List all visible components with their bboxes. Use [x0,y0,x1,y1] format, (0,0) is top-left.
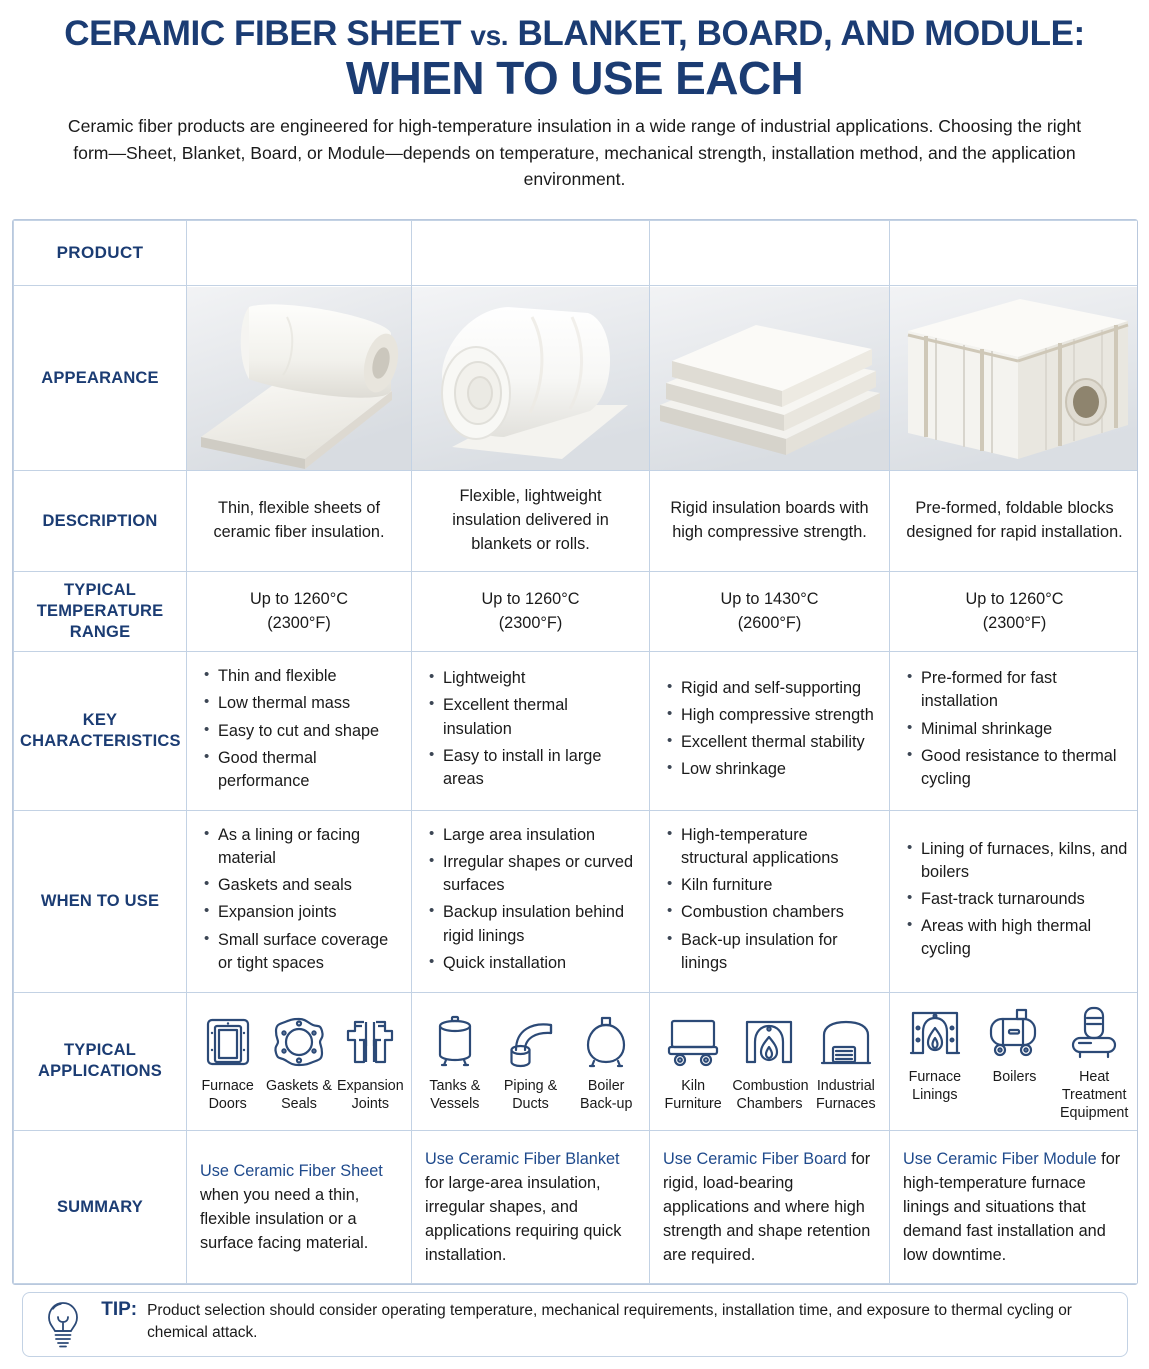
application-item [264,1012,333,1113]
temperature-blanket [412,572,650,652]
bullet-list [666,824,879,975]
application-item [896,1003,974,1104]
application-label: Heat Treatment Equipment [1060,1068,1129,1121]
summary-module [890,1130,1139,1284]
characteristics-sheet [187,652,412,811]
column-header-product: PRODUCT [14,221,187,286]
tip-label: TIP: [101,1299,138,1320]
furnace-door-icon [193,1012,262,1072]
summary-rest: when you need a thin, flexible insulation or a surface facing material. [200,1186,369,1253]
bullet-item: • Back-up insulation for linings [666,929,879,975]
row-label-line3: RANGE [69,623,131,642]
temperature-board [650,572,890,652]
appearance-cell-sheet [187,286,412,471]
column-header-board [650,221,890,286]
bullet-item: • Good resistance to thermal cycling [906,745,1129,791]
gasket-flange-icon [264,1012,333,1072]
comparison-table-container [12,219,1138,1285]
ceramic-fiber-sheet-photo [187,287,411,470]
bullet-list [428,824,639,975]
temperature-module [890,572,1139,652]
bullet-item: • Minimal shrinkage [906,718,1129,741]
tip-box [22,1292,1128,1357]
col-head-line2: BLANKET [488,254,573,274]
temp-celsius: Up to 1260°C [965,589,1064,608]
bullet-item: • Easy to cut and shape [203,720,401,743]
combustion-chamber-flame-icon [732,1012,806,1072]
application-label: Furnace Doors [201,1077,254,1112]
application-item [494,1012,568,1113]
application-label: Boiler Back-up [579,1077,633,1112]
ceramic-fiber-board-stack-photo [650,287,889,470]
application-label: Industrial Furnaces [816,1077,876,1112]
bullet-list [666,677,879,782]
tip-text: Product selection should consider operating temperature, mechanical requirements, installation time, and exposure to thermal cycling or chemical attack. [147,1302,1072,1341]
comparison-table [13,220,1138,1284]
col-head-line1: CERAMIC FIBER [229,233,369,252]
description-module: Pre-formed, foldable blocks designed for rapid installation. [890,471,1139,572]
ceramic-fiber-blanket-roll-photo [412,287,649,470]
bullet-item: • Large area insulation [428,824,639,847]
appearance-cell-blanket [412,286,650,471]
application-label: Expansion Joints [336,1077,404,1112]
pipe-duct-elbow-icon [494,1012,568,1072]
appearance-cell-module [890,286,1139,471]
col-head-line2: MODULE [976,254,1053,274]
summary-blanket [412,1130,650,1284]
bullet-item: • Gaskets and seals [203,874,401,897]
when-to-use-sheet [187,811,412,993]
bullet-list [203,824,401,975]
row-label-line1: TYPICAL [64,1041,136,1060]
ceramic-fiber-module-block-photo [890,287,1138,470]
row-label-line2: CHARACTERISTICS [20,732,181,751]
row-label-characteristics [14,652,187,811]
row-label-temperature [14,572,187,652]
page-title-line-2: WHEN TO USE EACH [345,52,804,105]
row-label-appearance: APPEARANCE [14,286,187,471]
row-label-summary: SUMMARY [14,1130,187,1284]
description-blanket: Flexible, lightweight insulation delivered in blankets or rolls. [412,471,650,572]
temp-fahrenheit: (2600°F) [737,613,802,632]
page-title-line-1 [22,14,1127,53]
application-item [569,1012,643,1113]
application-label: Kiln Furniture [664,1077,722,1112]
bullet-item: • Fast-track turnarounds [906,888,1129,911]
tank-vessel-icon [418,1012,492,1072]
title-part-a: CERAMIC FIBER SHEET [64,14,471,53]
row-label-applications [14,992,187,1130]
title-vs: vs. [470,20,509,51]
expansion-joint-icon [336,1012,405,1072]
bullet-item: • Areas with high thermal cycling [906,915,1129,961]
column-header-sheet [187,221,412,286]
application-item [656,1012,730,1113]
when-to-use-module [890,811,1139,993]
temp-celsius: Up to 1430°C [720,589,819,608]
temperature-sheet [187,572,412,652]
bullet-item: • Low shrinkage [666,758,879,781]
bullet-item: • Small surface coverage or tight spaces [203,929,401,975]
application-label: Gaskets & Seals [266,1077,332,1112]
application-item [418,1012,492,1113]
bullet-item: • Excellent thermal stability [666,731,879,754]
bullet-item: • Expansion joints [203,901,401,924]
bullet-list [906,667,1129,791]
furnace-lining-flame-icon [896,1003,974,1063]
characteristics-board [650,652,890,811]
bullet-item: • Rigid and self-supporting [666,677,879,700]
summary-sheet [187,1130,412,1284]
bullet-list [428,667,639,791]
summary-rest: for rigid, load-bearing applications and where high strength and shape retention are required. [663,1149,871,1265]
table-header-row [14,221,1139,286]
bullet-item: • Easy to install in large areas [428,745,639,791]
characteristics-blanket [412,652,650,811]
application-label: Piping & Ducts [503,1077,558,1112]
summary-rest: for large-area insulation, irregular shapes, and applications requiring quick installation. [425,1174,622,1265]
table-row-description [14,471,1139,572]
col-head-line2: SHEET [269,254,329,274]
kiln-car-icon [656,1012,730,1072]
heat-treatment-equipment-icon [1055,1003,1133,1063]
table-row-applications [14,992,1139,1130]
bullet-item: • Good thermal performance [203,747,401,793]
temp-fahrenheit: (2300°F) [498,613,563,632]
column-header-module [890,221,1139,286]
summary-rest: for high-temperature furnace linings and situations that demand fast installation and low downtime. [903,1149,1121,1265]
applications-sheet [187,992,412,1130]
application-item [732,1012,809,1113]
application-item [336,1012,405,1113]
industrial-furnace-icon [809,1012,883,1072]
application-item [1055,1003,1133,1122]
bullet-item: • High-temperature structural applications [666,824,879,870]
bullet-item: • Kiln furniture [666,874,879,897]
row-label-line1: KEY [82,711,118,730]
summary-lead: Use Ceramic Fiber Blanket [425,1149,620,1168]
summary-board [650,1130,890,1284]
temp-fahrenheit: (2300°F) [982,613,1047,632]
col-head-line2: BOARD [737,254,802,274]
bullet-item: • Backup insulation behind rigid linings [428,901,639,947]
application-item [193,1012,262,1113]
column-header-blanket [412,221,650,286]
bullet-item: • Excellent thermal insulation [428,694,639,740]
table-row-appearance [14,286,1139,471]
characteristics-module [890,652,1139,811]
bullet-item: • As a lining or facing material [203,824,401,870]
when-to-use-board [650,811,890,993]
bullet-item: • Low thermal mass [203,692,401,715]
bullet-item: • Pre-formed for fast installation [906,667,1129,713]
when-to-use-blanket [412,811,650,993]
bullet-item: • Quick installation [428,952,639,975]
summary-lead: Use Ceramic Fiber Sheet [200,1161,383,1180]
application-label: Boilers [992,1068,1037,1085]
bullet-item: • High compressive strength [666,704,879,727]
temp-celsius: Up to 1260°C [481,589,580,608]
temp-fahrenheit: (2300°F) [267,613,331,632]
page-subtitle: Ceramic fiber products are engineered for high-temperature insulation in a wide range of industrial applications. Choosing the right form—Sheet, Blanket, Board, or Module—depends on temperature, mechanical strength, installation method, and the application environment. [67,116,1082,189]
table-row-summary [14,1130,1139,1284]
bullet-list [906,838,1129,962]
applications-board [650,992,890,1130]
col-head-line1: CERAMIC FIBER [700,233,839,252]
bullet-item: • Irregular shapes or curved surfaces [428,851,639,897]
col-head-line1: CERAMIC FIBER [945,233,1084,252]
lightbulb-icon [39,1301,87,1349]
application-label: Combustion Chambers [732,1077,809,1112]
row-label-when-to-use: WHEN TO USE [14,811,187,993]
horizontal-boiler-icon [976,1003,1054,1063]
bullet-item: • Lining of furnaces, kilns, and boilers [906,838,1129,884]
row-label-line1: TYPICAL [64,581,136,600]
application-label: Furnace Linings [908,1068,962,1103]
application-item [809,1012,883,1113]
header [0,0,1149,192]
table-row-characteristics [14,652,1139,811]
description-board: Rigid insulation boards with high compressive strength. [650,471,890,572]
row-label-line2: APPLICATIONS [37,1062,162,1081]
appearance-cell-board [650,286,890,471]
bullet-item: • Thin and flexible [203,665,401,688]
bullet-list [203,665,401,793]
temp-celsius: Up to 1260°C [250,589,348,608]
applications-blanket [412,992,650,1130]
applications-module [890,992,1139,1130]
table-row-when-to-use [14,811,1139,993]
row-label-line2: TEMPERATURE [36,602,164,621]
col-head-line1: CERAMIC FIBER [461,233,600,252]
bullet-item: • Lightweight [428,667,639,690]
row-label-description: DESCRIPTION [14,471,187,572]
summary-lead: Use Ceramic Fiber Module [903,1149,1097,1168]
boiler-tank-icon [569,1012,643,1072]
summary-lead: Use Ceramic Fiber Board [663,1149,847,1168]
application-label: Tanks & Vessels [429,1077,481,1112]
application-item [976,1003,1054,1086]
bullet-item: • Combustion chambers [666,901,879,924]
description-sheet: Thin, flexible sheets of ceramic fiber insulation. [187,471,412,572]
title-part-b: BLANKET, BOARD, AND MODULE: [508,14,1085,53]
table-row-temperature [14,572,1139,652]
